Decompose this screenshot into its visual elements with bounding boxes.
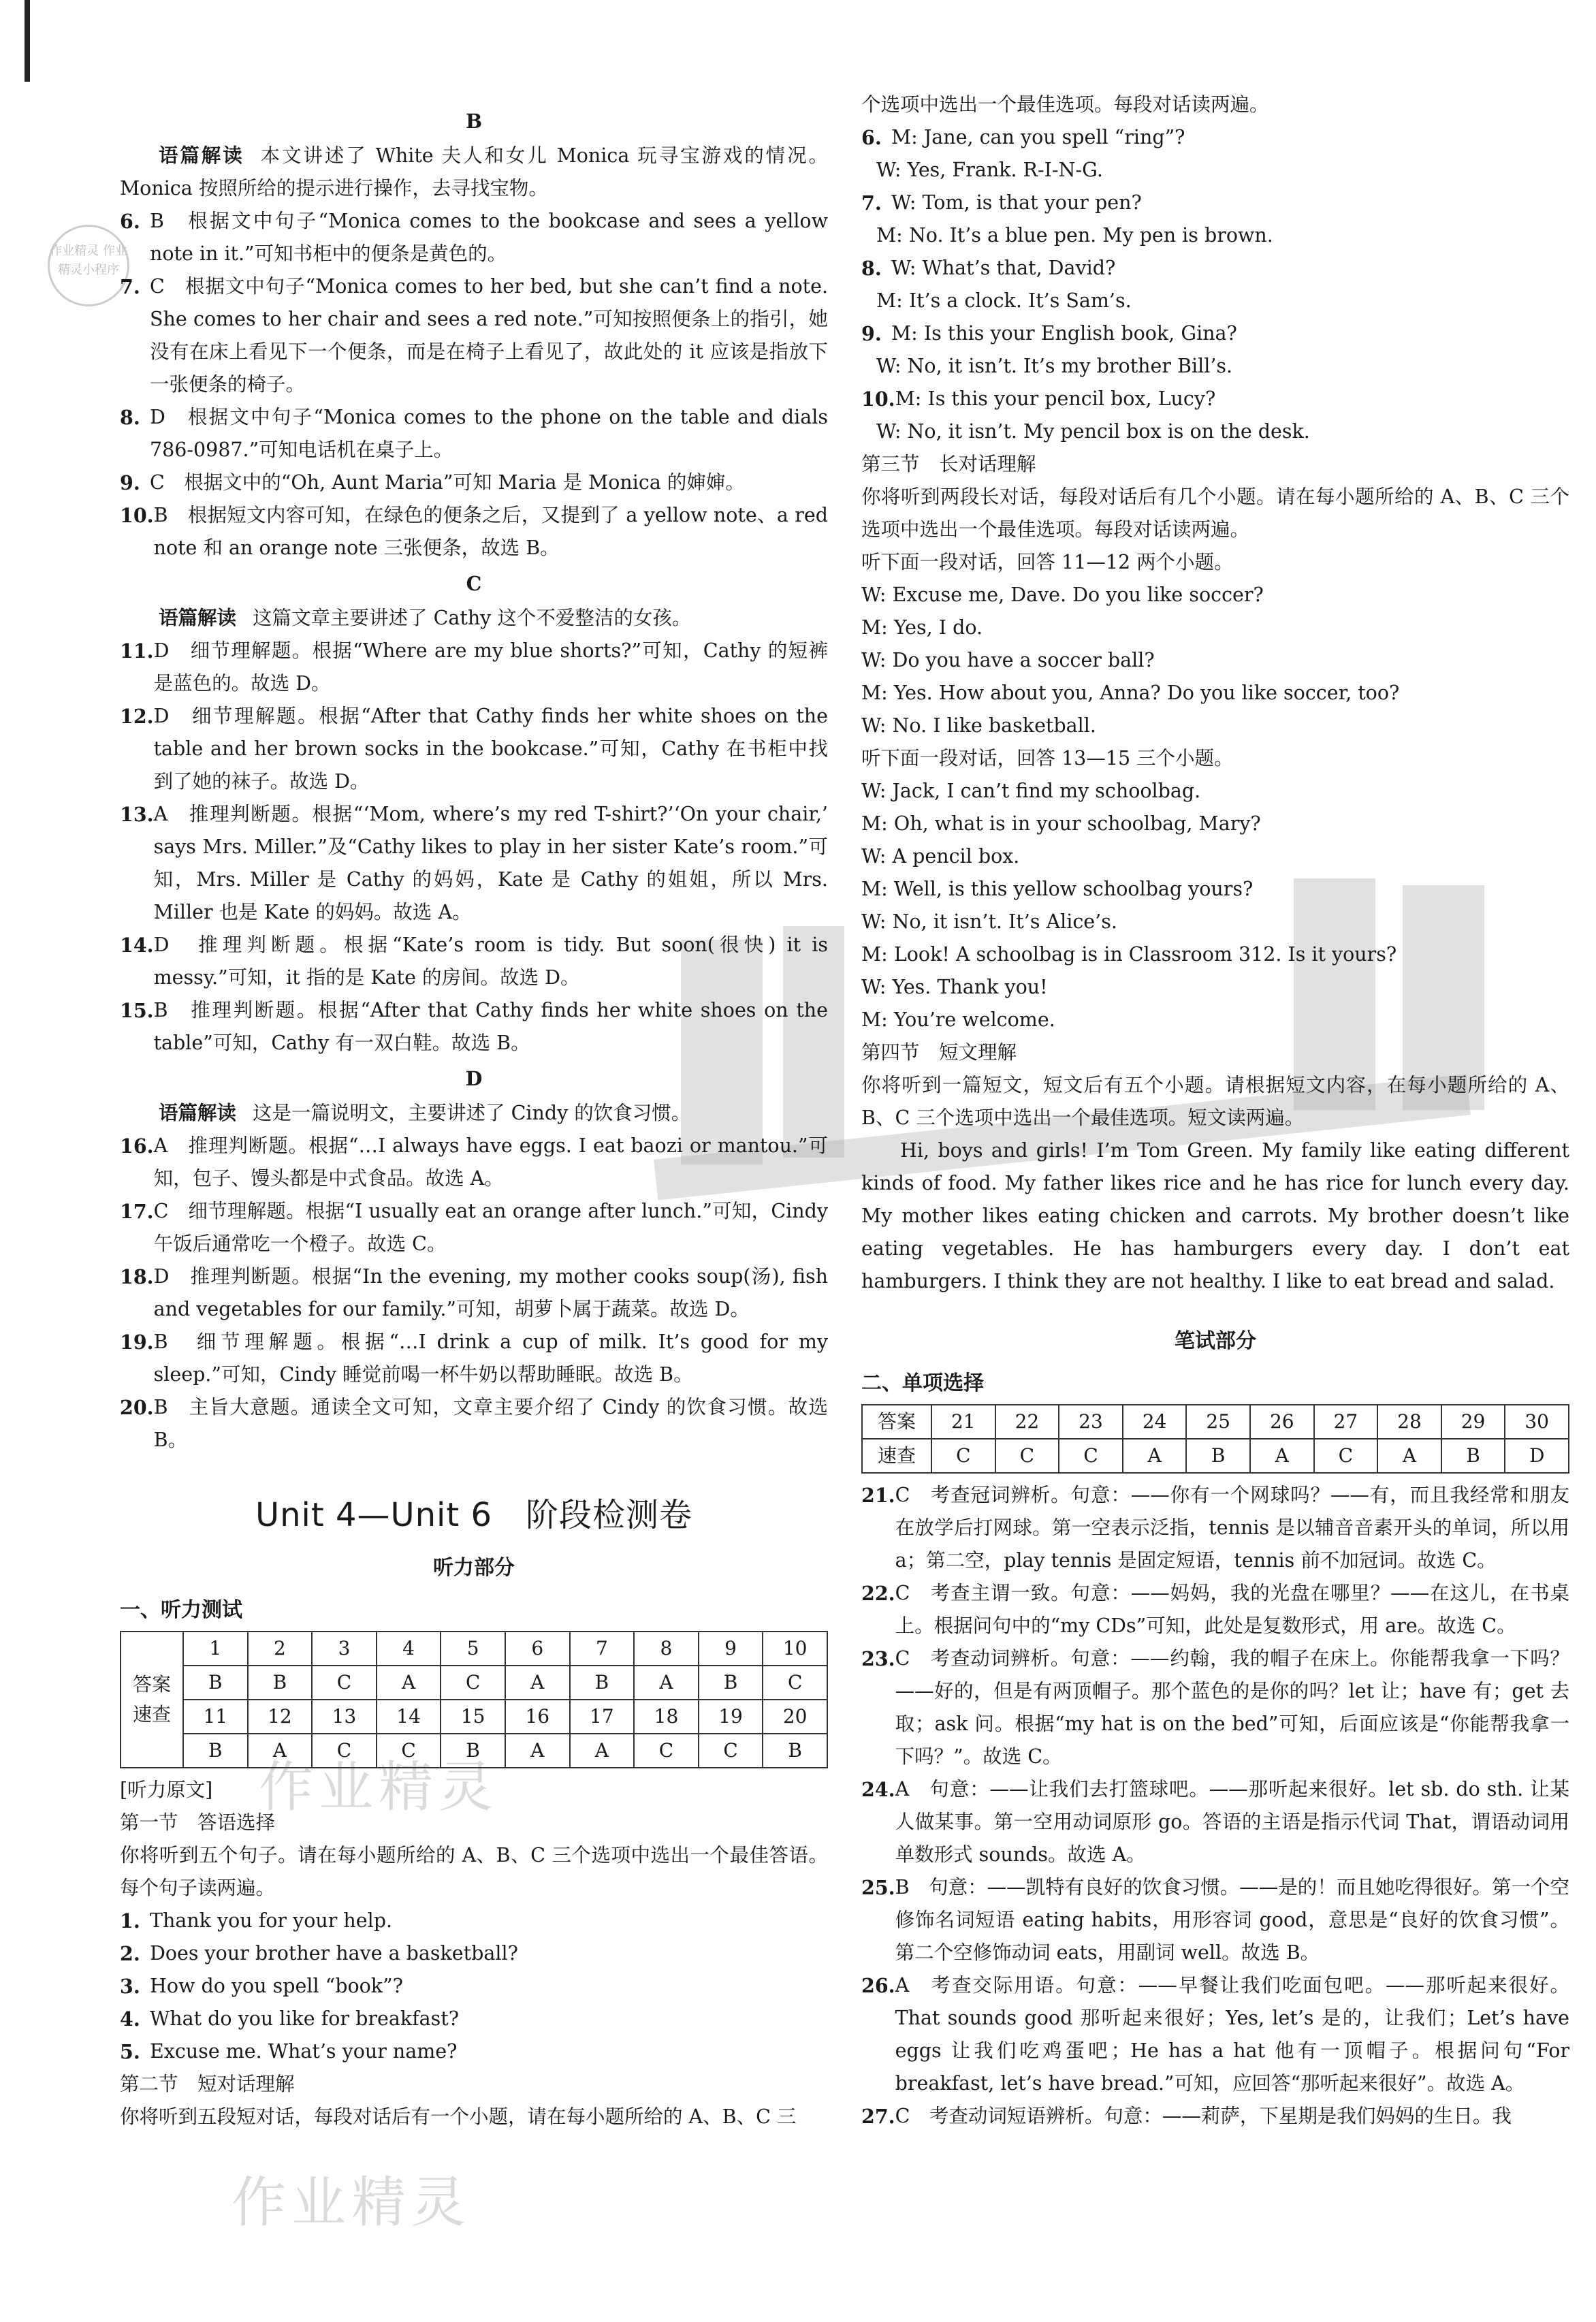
sec2-intro-continued: 个选项中选出一个最佳选项。每段对话读两遍。 [861,93,1269,116]
watermark-text-1: 作业精灵 [259,1755,498,1819]
question-number-cell: 16 [505,1700,570,1734]
mc-heading: 二、单项选择 [861,1371,984,1395]
written-part-title: 笔试部分 [1175,1329,1256,1353]
short-dialog [861,252,1569,317]
sec1-intro: 你将听到五个句子。请在每小题所给的 A、B、C 三个选项中选出一个最佳答语。每个句子读两遍。 [120,1844,828,1899]
dialog-number: 8. [861,257,882,280]
answer-cell: A [634,1666,699,1700]
answer-cell: C [1059,1439,1123,1473]
item-text: D 细节理解题。根据“After that Cathy finds her white shoes on the table and her brown socks in the bookcase.”可知，Cathy 在书柜中找到了她的袜子。故选 D。 [153,705,828,793]
dialog-line: W: Jack, I can’t find my schoolbag. [861,780,1201,802]
dialog-line: M: No. It’s a blue pen. My pen is brown. [876,224,1273,246]
answer-item [861,1773,1569,1871]
section-title: B [465,110,483,133]
item-text: How do you spell “book”? [150,1975,403,1997]
answer-cell: A [570,1734,635,1768]
answer-cell: A [377,1666,441,1700]
listening-part-title: 听力部分 [433,1556,515,1580]
answer-item [120,798,828,929]
dialog-text: W: What’s that, David? [891,257,1116,279]
answer-item [120,1130,828,1195]
short-dialog [861,383,1569,448]
answer-cell: A [1377,1439,1441,1473]
item-number: 27. [861,2105,895,2128]
item-text: A 推理判断题。根据“‘Mom, where’s my red T-shirt?’‘On your chair,’ says Mrs. Miller.”及“Cathy likes to play in her sister Kate’s room.”可知，Mrs. Miller 是 Cathy 的妈妈，Kate 是 Cathy 的姐姐，所以 Mrs. Miller 也是 Kate 的妈妈。故选 A。 [153,803,828,923]
passage-summary [120,139,828,205]
sec1-title: 第一节 答语选择 [120,1811,276,1834]
dialog-line [861,187,1569,219]
answer-item [120,1937,828,1970]
binding-edge [25,0,30,82]
item-number: 16. [120,1134,154,1158]
question-number-cell: 1 [183,1632,248,1666]
question-number-cell: 22 [995,1405,1059,1439]
dialog2-lines [861,775,1569,1036]
answer-cell: B [763,1734,827,1768]
dialog-line: W: No, it isn’t. It’s my brother Bill’s. [876,355,1233,377]
item-text: C 考查冠词辨析。句意：——你有一个网球吗？——有，而且我经常和朋友在放学后打网球。第一空表示泛指，tennis 是以辅音音素开头的单词，所以用 a；第二空，play tennis 是固定短语，tennis 前不加冠词。故选 C。 [895,1484,1569,1572]
answer-cell: B [183,1666,248,1700]
sec2-intro: 你将听到五段短对话，每段对话后有一个小题，请在每小题所给的 A、B、C 三 [120,2105,797,2128]
answer-item [861,1642,1569,1773]
question-number-cell: 3 [312,1632,377,1666]
sec3-title: 第三节 长对话理解 [861,453,1036,475]
item-text: Does your brother have a basketball? [150,1942,518,1965]
answer-item [120,1260,828,1326]
answer-cell: C [763,1666,827,1700]
question-number-cell: 24 [1123,1405,1187,1439]
summary-text: 这是一篇说明文，主要讲述了 Cindy 的饮食习惯。 [253,1102,691,1124]
item-text: C 根据文中句子“Monica comes to her bed, but she can’t find a note. She comes to her chair and sees a red note.”可知按照便条上的指引，她没有在床上看见下一个便条，而是在椅子上看见了，故此处的 it 应该是指放下一张便条的椅子。 [150,275,828,396]
item-number: 23. [861,1647,895,1670]
item-number: 20. [120,1396,154,1419]
answer-cell: B [1441,1439,1505,1473]
answer-cell: A [1123,1439,1187,1473]
table-label-1: 答案 [132,1673,171,1696]
answer-item [120,994,828,1060]
listening-heading: 一、听力测试 [120,1598,242,1622]
answer-item [120,466,828,499]
answer-cell: A [505,1666,570,1700]
question-number-cell: 5 [441,1632,505,1666]
left-column [120,102,828,2133]
item-text: B 推理判断题。根据“After that Cathy finds her white shoes on the table”可知，Cathy 有一双白鞋。故选 B。 [153,999,828,1054]
item-number: 15. [120,999,154,1022]
answer-cell: C [995,1439,1059,1473]
item-text: D 推理判断题。根据“In the evening, my mother cooks soup(汤), fish and vegetables for our family.”可知，胡萝卜属于蔬菜。故选 D。 [153,1265,828,1320]
item-number: 22. [861,1582,895,1605]
item-number: 11. [120,639,154,663]
answer-cell: C [931,1439,995,1473]
item-text: C 细节理解题。根据“I usually eat an orange after lunch.”可知，Cindy 午饭后通常吃一个橙子。故选 C。 [153,1200,828,1255]
answer-item [120,635,828,700]
answer-cell: B [570,1666,635,1700]
item-text: B 根据文中句子“Monica comes to the bookcase and sees a yellow note in it.”可知书柜中的便条是黄色的。 [150,210,828,265]
answer-item [120,1326,828,1391]
short-dialog [861,187,1569,252]
answer-cell: A [248,1734,313,1768]
question-number-cell: 23 [1059,1405,1123,1439]
right-column [861,89,1569,2133]
sec4-intro: 你将听到一篇短文，短文后有五个小题。请根据短文内容，在每小题所给的 A、B、C 三个选项中选出一个最佳选项。短文读两遍。 [861,1074,1569,1129]
table-label-2: 速查 [132,1703,171,1725]
answer-cell: C [1314,1439,1378,1473]
answer-item [120,1905,828,1937]
dialog-line: M: Yes. How about you, Anna? Do you like soccer, too? [861,682,1400,704]
item-text: A 推理判断题。根据“…I always have eggs. I eat baozi or mantou.”可知，包子、馒头都是中式食品。故选 A。 [153,1134,828,1190]
question-number-cell: 12 [248,1700,313,1734]
item-number: 14. [120,934,154,957]
dialog-line: M: Look! A schoolbag is in Classroom 312. Is it yours? [861,943,1397,966]
item-text: A 句意：——让我们去打篮球吧。——那听起来很好。let sb. do sth. 让某人做某事。第一空用动词原形 go。答语的主语是指示代词 That，谓语动词用单数形式 sounds。故选 A。 [895,1778,1569,1866]
summary-label: 语篇解读 [159,606,237,629]
table-label-1: 答案 [862,1405,931,1439]
question-number-cell: 21 [931,1405,995,1439]
answer-cell: C [699,1734,763,1768]
item-text: Excuse me. What’s your name? [150,2040,458,2063]
question-number-cell: 10 [763,1632,827,1666]
item-text: B 句意：——凯特有良好的饮食习惯。——是的！而且她吃得很好。第一个空修饰名词短语 eating habits，用形容词 good，意思是“良好的饮食习惯”。第二个空修饰动词 eats，用副词 well。故选 B。 [895,1876,1569,1964]
summary-text: 本文讲述了 White 夫人和女儿 Monica 玩寻宝游戏的情况。Monica 按照所给的提示进行操作，去寻找宝物。 [120,144,828,200]
question-number-cell: 11 [183,1700,248,1734]
answer-cell: D [1505,1439,1569,1473]
answer-cell: C [377,1734,441,1768]
dialog-line: W: Do you have a soccer ball? [861,649,1155,671]
question-number-cell: 19 [699,1700,763,1734]
dialog-text: W: Tom, is that your pen? [891,191,1142,214]
dialog2-intro: 听下面一段对话，回答 13—15 三个小题。 [861,747,1234,769]
question-number-cell: 29 [1441,1405,1505,1439]
question-number-cell: 8 [634,1632,699,1666]
item-number: 19. [120,1331,154,1354]
listening-answer-table [120,1631,828,1768]
dialog-line: W: Excuse me, Dave. Do you like soccer? [861,584,1264,606]
item-text: C 考查动词辨析。句意：——约翰，我的帽子在床上。你能帮我拿一下吗？——好的，但是有两顶帽子。那个蓝色的是你的吗？let 让；have 有；get 去取；ask 问。根据“my hat is on the bed”可知，后面应该是“你能帮我拿一下吗？”。故选 C。 [895,1647,1569,1768]
question-number-cell: 13 [312,1700,377,1734]
dialog-line: W: No, it isn’t. My pencil box is on the desk. [876,420,1310,443]
answer-cell: C [634,1734,699,1768]
question-number-cell: 18 [634,1700,699,1734]
item-number: 6. [120,210,140,233]
item-number: 7. [120,275,140,298]
item-number: 12. [120,705,154,728]
sentence-list [120,1905,828,2068]
dialog-number: 10. [861,387,895,411]
answer-item [120,2003,828,2035]
question-number-cell: 20 [763,1700,827,1734]
table-label-2: 速查 [862,1439,931,1473]
answer-item [120,1970,828,2003]
answer-cell: C [312,1734,377,1768]
dialog-line: W: Yes, Frank. R-I-N-G. [876,159,1103,181]
answer-cell: A [1250,1439,1314,1473]
question-number-cell: 28 [1377,1405,1441,1439]
dialog-number: 9. [861,322,882,345]
dialog-line: M: Oh, what is in your schoolbag, Mary? [861,812,1261,835]
item-number: 25. [861,1876,895,1899]
dialog-text: M: Jane, can you spell “ring”? [891,126,1185,148]
item-text: B 细节理解题。根据“…I drink a cup of milk. It’s good for my sleep.”可知，Cindy 睡觉前喝一杯牛奶以帮助睡眠。故选 B。 [153,1331,828,1386]
item-number: 3. [120,1975,140,1998]
summary-label: 语篇解读 [159,1101,237,1124]
item-number: 26. [861,1974,895,1997]
answer-item [120,929,828,994]
item-number: 5. [120,2040,140,2063]
script-label: [听力原文] [120,1779,213,1801]
item-text: A 考查交际用语。句意：——早餐让我们吃面包吧。——那听起来很好。That sounds good 那听起来很好；Yes, let’s 是的，让我们；Let’s have eggs 让我们吃鸡蛋吧；He has a hat 他有一顶帽子。根据问句“For breakfast, let’s have bread.”可知，应回答“那听起来很好”。故选 A。 [895,1974,1569,2095]
answer-list [120,635,828,1060]
item-number: 17. [120,1200,154,1223]
answer-cell: B [1186,1439,1250,1473]
answer-item [120,2035,828,2068]
section-title: C [466,572,482,595]
answer-item [120,401,828,466]
question-number-cell: 9 [699,1632,763,1666]
answer-cell: C [441,1666,505,1700]
item-number: 2. [120,1942,140,1965]
dialog-line [861,383,1569,415]
dialog-number: 7. [861,191,882,214]
item-number: 9. [120,471,140,494]
unit-title: Unit 4—Unit 6 阶段检测卷 [255,1496,693,1534]
dialog-line: M: Well, is this yellow schoolbag yours? [861,878,1254,900]
item-number: 8. [120,406,140,429]
dialog1-intro: 听下面一段对话，回答 11—12 两个小题。 [861,551,1234,573]
answer-item [861,1479,1569,1577]
answer-item [861,1577,1569,1642]
answer-cell: B [248,1666,313,1700]
item-text: C 考查动词短语辨析。句意：——莉萨，下星期是我们妈妈的生日。我 [895,2105,1512,2127]
item-number: 13. [120,803,154,826]
answer-item [861,1871,1569,1969]
item-number: 4. [120,2007,140,2031]
answer-item [861,1969,1569,2100]
dialog-line: M: It’s a clock. It’s Sam’s. [876,289,1132,312]
passage-summary [120,1096,828,1130]
question-number-cell: 2 [248,1632,313,1666]
answer-list [120,1130,828,1457]
dialog-line: M: You’re welcome. [861,1008,1055,1031]
listening-passage: Hi, boys and girls! I’m Tom Green. My family like eating different kinds of food. My father likes rice and he has rice for lunch every day. My mother likes eating chicken and carrots. My brother doesn’t like eating vegetables. He has hamburgers every day. I don’t eat hamburgers. I think they are not healthy. I like to eat bread and salad. [861,1139,1569,1292]
item-number: 1. [120,1909,140,1933]
item-number: 21. [861,1484,895,1507]
item-text: C 考查主谓一致。句意：——妈妈，我的光盘在哪里？——在这儿，在书桌上。根据问句中的“my CDs”可知，此处是复数形式，用 are。故选 C。 [895,1582,1569,1637]
dialog-line [861,121,1569,154]
item-text: D 细节理解题。根据“Where are my blue shorts?”可知，Cathy 的短裤是蓝色的。故选 D。 [153,639,828,695]
watermark-text-2: 作业精灵 [232,2171,471,2234]
answer-item [120,1391,828,1457]
dialog-line: W: A pencil box. [861,845,1020,868]
question-number-cell: 30 [1505,1405,1569,1439]
question-number-cell: 15 [441,1700,505,1734]
question-number-cell: 17 [570,1700,635,1734]
answer-item [120,700,828,798]
dialog-text: M: Is this your English book, Gina? [891,322,1237,345]
sec3-intro: 你将听到两段长对话，每段对话后有几个小题。请在每小题所给的 A、B、C 三个选项中选出一个最佳选项。每段对话读两遍。 [861,486,1569,541]
dialog-number: 6. [861,126,882,149]
question-number-cell: 27 [1314,1405,1378,1439]
question-number-cell: 25 [1186,1405,1250,1439]
item-text: B 主旨大意题。通读全文可知，文章主要介绍了 Cindy 的饮食习惯。故选 B。 [153,1396,828,1451]
item-number: 18. [120,1265,154,1288]
answer-item [120,499,828,564]
item-number: 10. [120,504,154,527]
answer-item [120,270,828,401]
dialog-line: W: No, it isn’t. It’s Alice’s. [861,910,1117,933]
item-text: B 根据短文内容可知，在绿色的便条之后，又提到了 a yellow note、a red note 和 an orange note 三张便条，故选 B。 [153,504,828,559]
section-title: D [465,1067,483,1090]
question-number-cell: 4 [377,1632,441,1666]
item-number: 24. [861,1778,895,1801]
dialog-line [861,317,1569,350]
answer-item [120,1195,828,1260]
summary-label: 语篇解读 [159,144,244,167]
passage-summary [120,601,828,635]
item-text: C 根据文中的“Oh, Aunt Maria”可知 Maria 是 Monica 的婶婶。 [150,471,745,494]
dialog-line: W: No. I like basketball. [861,714,1096,737]
mc-answer-table [861,1404,1569,1474]
item-text: What do you like for breakfast? [150,2007,459,2030]
answer-cell: C [312,1666,377,1700]
dialog-line: M: Yes, I do. [861,616,983,639]
table-label [121,1632,183,1768]
answer-item [861,2100,1569,2133]
short-dialog-list [861,121,1569,448]
item-text: D 推理判断题。根据“Kate’s room is tidy. But soon(很快) it is messy.”可知，it 指的是 Kate 的房间。故选 D。 [153,934,828,989]
dialog1-lines [861,579,1569,742]
answer-cell: B [183,1734,248,1768]
question-number-cell: 6 [505,1632,570,1666]
short-dialog [861,317,1569,383]
question-number-cell: 26 [1250,1405,1314,1439]
answer-cell: B [699,1666,763,1700]
question-number-cell: 7 [570,1632,635,1666]
answer-cell: A [505,1734,570,1768]
mc-explanation-list [861,1479,1569,2133]
short-dialog [861,121,1569,187]
answer-list [120,205,828,564]
sec2-title: 第二节 短对话理解 [120,2073,295,2095]
dialog-line [861,252,1569,285]
answer-item [120,205,828,270]
answer-cell: B [441,1734,505,1768]
watermark-stamp: 作业精灵 作业精灵小程序 [48,225,129,306]
dialog-line: W: Yes. Thank you! [861,976,1048,998]
sec4-title: 第四节 短文理解 [861,1041,1017,1064]
item-text: D 根据文中句子“Monica comes to the phone on the table and dials 786-0987.”可知电话机在桌子上。 [150,406,828,461]
item-text: Thank you for your help. [150,1909,393,1932]
dialog-text: M: Is this your pencil box, Lucy? [895,387,1216,410]
summary-text: 这篇文章主要讲述了 Cathy 这个不爱整洁的女孩。 [253,607,692,629]
question-number-cell: 14 [377,1700,441,1734]
